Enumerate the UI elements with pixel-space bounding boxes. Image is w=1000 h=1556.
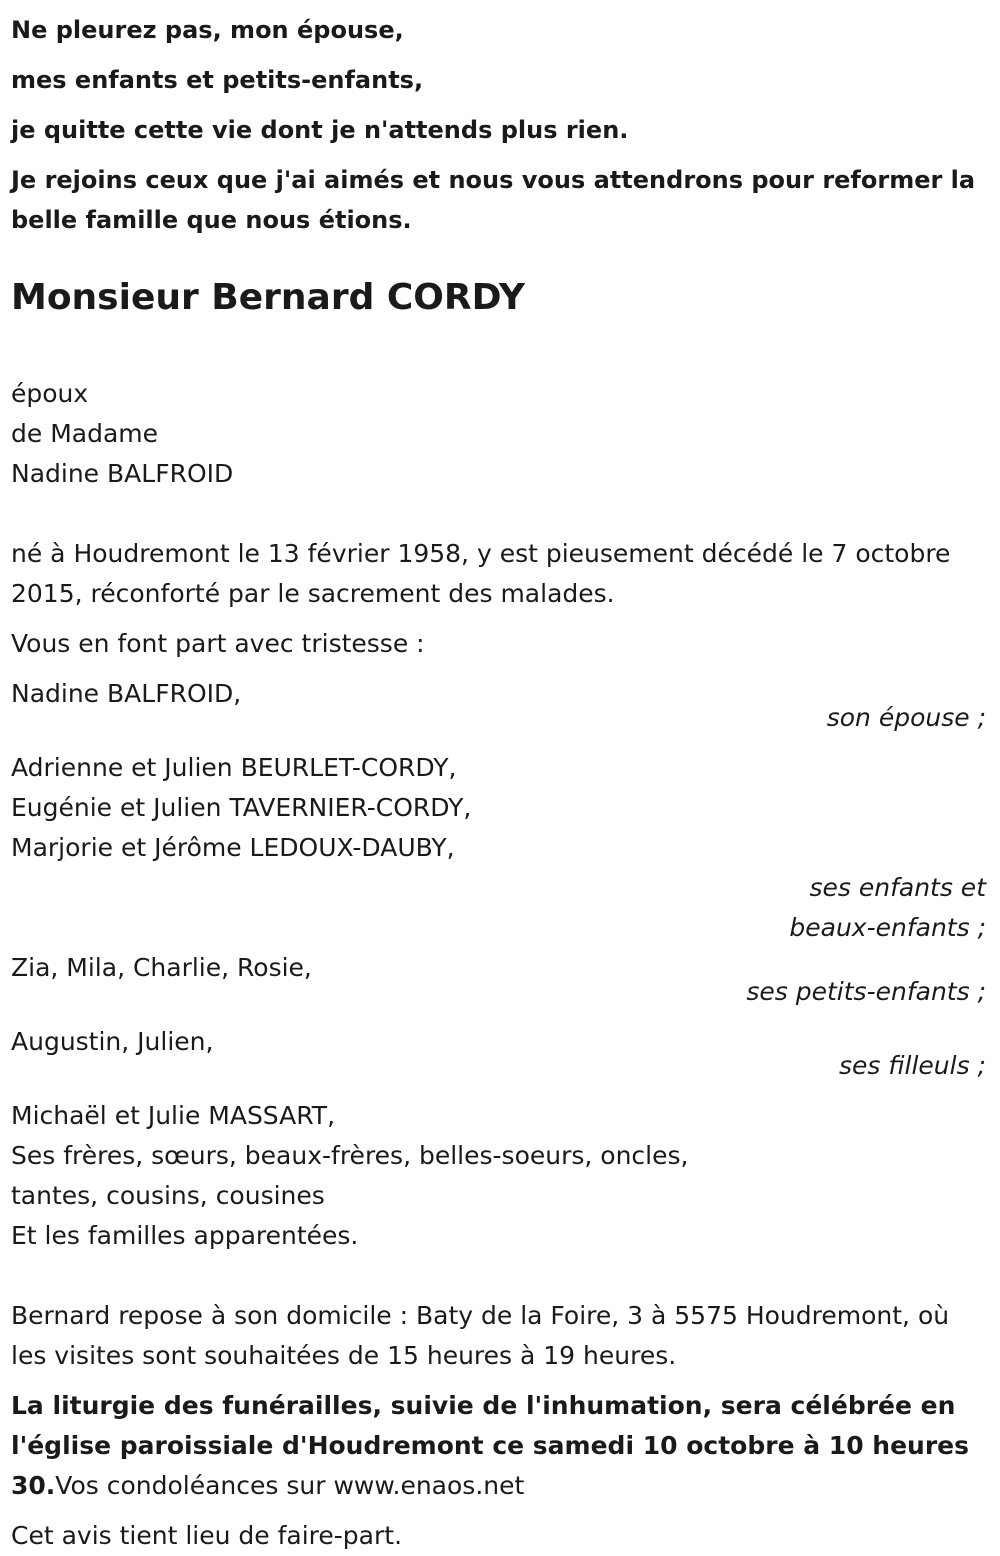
poem-line: je quitte cette vie dont je n'attends plus rien. bbox=[11, 116, 629, 144]
family-others bbox=[11, 1096, 988, 1256]
family-spouse: Nadine BALFROID, bbox=[11, 679, 242, 708]
spouse-line: Nadine BALFROID bbox=[11, 459, 234, 488]
family-godchildren: Augustin, Julien, bbox=[11, 1027, 214, 1056]
family-line: tantes, cousins, cousines bbox=[11, 1181, 325, 1210]
child-name: Adrienne et Julien BEURLET-CORDY, bbox=[11, 753, 457, 782]
relation-label: ses enfants et bbox=[809, 873, 986, 902]
visitation-text: Bernard repose à son domicile : Baty de la Foire, 3 à 5575 Houdremont, où les visites sont souhaitées de 15 heures à 19 heures. bbox=[11, 1301, 950, 1370]
spouse-of bbox=[11, 374, 988, 494]
poem-line: Je rejoins ceux que j'ai aimés et nous vous attendrons pour reformer la belle famille que nous étions. bbox=[11, 166, 976, 234]
birth-death-text: né à Houdremont le 13 février 1958, y est pieusement décédé le 7 octobre 2015, réconforté par le sacrement des malades. bbox=[11, 539, 951, 608]
relation-label: son épouse ; bbox=[826, 703, 986, 732]
family-line: Et les familles apparentées. bbox=[11, 1221, 359, 1250]
spouse-line: de Madame bbox=[11, 419, 159, 448]
child-name: Eugénie et Julien TAVERNIER-CORDY, bbox=[11, 793, 472, 822]
family-line: Ses frères, sœurs, beaux-frères, belles-soeurs, oncles, bbox=[11, 1141, 689, 1170]
closing-note: Cet avis tient lieu de faire-part. bbox=[11, 1521, 403, 1550]
poem-line: Ne pleurez pas, mon épouse, bbox=[11, 16, 404, 44]
funeral-text bbox=[11, 1386, 988, 1506]
poem bbox=[11, 0, 988, 240]
child-name: Marjorie et Jérôme LEDOUX-DAUBY, bbox=[11, 833, 455, 862]
announcement-intro: Vous en font part avec tristesse : bbox=[11, 629, 425, 658]
poem-line: mes enfants et petits-enfants, bbox=[11, 66, 424, 94]
relation-label: beaux-enfants ; bbox=[789, 913, 986, 942]
condolences-link[interactable]: Vos condoléances sur www.enaos.net bbox=[55, 1471, 525, 1500]
family-children bbox=[11, 748, 988, 868]
relation-label: ses petits-enfants ; bbox=[746, 977, 986, 1006]
family-line: Michaël et Julie MASSART, bbox=[11, 1101, 336, 1130]
funeral-details: La liturgie des funérailles, suivie de l'inhumation, sera célébrée en l'église paroissiale d'Houdremont ce samedi 10 octobre à 10 heures 30. bbox=[11, 1391, 970, 1500]
family-grandchildren: Zia, Mila, Charlie, Rosie, bbox=[11, 953, 312, 982]
deceased-name: Monsieur Bernard CORDY bbox=[11, 277, 525, 318]
relation-label: ses filleuls ; bbox=[839, 1051, 986, 1080]
spouse-line: époux bbox=[11, 379, 89, 408]
